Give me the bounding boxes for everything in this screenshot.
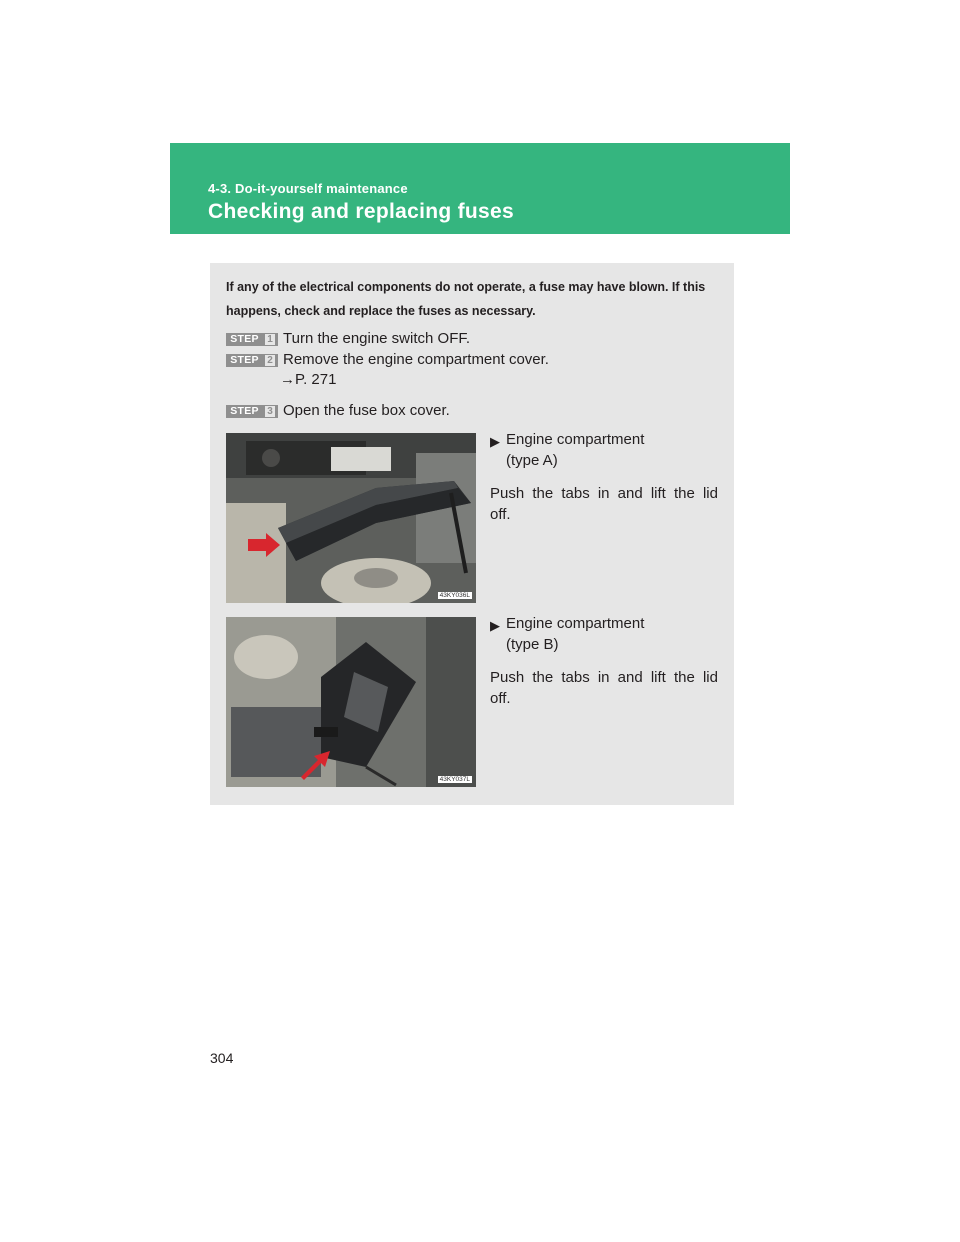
figure-heading-line1: Engine compartment [506, 431, 645, 448]
section-header-banner [170, 143, 790, 234]
figure-code: 43KY037L [439, 776, 470, 783]
step-badge-label: STEP [230, 354, 259, 366]
page-title: Checking and replacing fuses [208, 200, 514, 223]
section-label: 4-3. Do-it-yourself maintenance [208, 181, 408, 196]
page-number: 304 [210, 1050, 234, 1066]
figure-heading-line2: (type B) [506, 636, 559, 653]
step-badge-number: 2 [264, 354, 276, 367]
engine-compartment-photo-type-b [226, 617, 476, 787]
figure-b-heading [490, 613, 718, 655]
play-arrow-icon: ▶ [490, 618, 500, 633]
figure-a-heading [490, 429, 718, 471]
figure-a-instruction: Push the tabs in and lift the lid off. [490, 485, 718, 523]
figure-heading-line2: (type A) [506, 452, 558, 469]
page-reference-link[interactable]: →P. 271 [280, 371, 337, 388]
figure-a-description [490, 429, 718, 525]
figure-heading-line1: Engine compartment [506, 615, 645, 632]
engine-compartment-photo-type-a [226, 433, 476, 603]
step-badge-label: STEP [230, 405, 259, 417]
step-badge [226, 405, 278, 418]
figure-b-instruction: Push the tabs in and lift the lid off. [490, 669, 718, 707]
step-badge [226, 333, 278, 346]
step-badge-label: STEP [230, 333, 259, 345]
content-panel [210, 263, 734, 805]
step-text: Turn the engine switch OFF. [283, 330, 471, 347]
play-arrow-icon: ▶ [490, 434, 500, 449]
step-text: Remove the engine compartment cover. [283, 351, 549, 368]
figure-code: 43KY036L [439, 592, 470, 599]
step-badge [226, 354, 278, 367]
step-badge-number: 1 [264, 333, 276, 346]
figure-b-description [490, 613, 718, 709]
step-badge-number: 3 [264, 405, 276, 418]
step-text: Open the fuse box cover. [283, 402, 450, 419]
intro-text: If any of the electrical components do not operate, a fuse may have blown. If this happens, check and replace the fuses as necessary. [226, 280, 706, 318]
